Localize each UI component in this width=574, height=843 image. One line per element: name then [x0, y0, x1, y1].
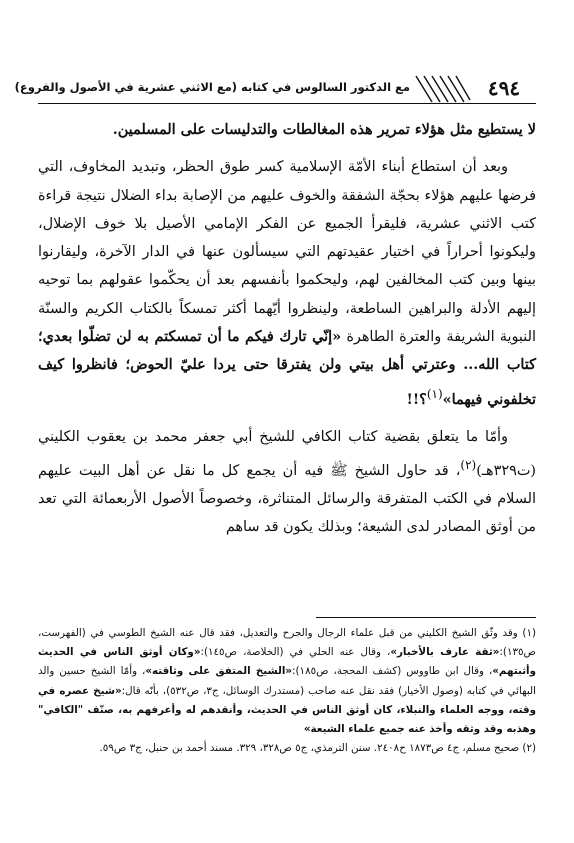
- paragraph-1-text: وبعد أن استطاع أبناء الأمّة الإسلامية كسر طوق الحظر، وتبديد المخاوف، التي فرضها عليهم هؤلاء بحجّة الشفقة والخوف عليهم من الإصابة بداء الضلال نتيجة قراءة كتب الاثني عشرية، فليقرأ الجميع عن الفكر الإمامي الأصيل بلا خوف الإضلال، وليكونوا أحراراً في اختيار عقيدتهم التي سيسألون عنها في الدار الآخرة، وليقارنوا بينها وبين كتب المخالفين لهم، وليحكموا بأنفسهم بعد أن يحكّموا عقولهم بما توحيه إليهم الأدلة والبراهين الساطعة، ولينظروا أيّهما أكثر تمسكاً بالكتاب الكريم والسنّة النبوية الشريفة والعترة الطاهرة: [38, 159, 536, 346]
- footnote-1: (١) وقد وثّق الشيخ الكليني من قبل علماء الرجال والجرح والتعديل، فقد قال عنه الشيخ الطوسي في (الفهرست، ص١٣٥):«ثقة عارف بالأخبار»، وقال عنه الحلي في (الخلاصة، ص١٤٥):«وكان أوثق الناس في الحديث وأثبتهم»، وقال ابن طاووس (كشف المحجة، ص١٨٥):«الشيخ المتفق على وثاقته»، وأمّا الشيخ حسين والد البهائي في كتابه (وصول الأخيار) فقد نقل عنه صاحب (مستدرك الوسائل، ج٣، ص٥٣٢)، بأنّه قال:«شيخ عصره في وقته، ووجه العلماء والنبلاء، كان أوثق الناس في الحديث، وأنقدهم له وأعرفهم به، صنّف "الكافي" وهذبه وقد وثقه وأخذ عنه جميع علماء الشيعة»: [38, 627, 536, 736]
- page-header: [14, 74, 536, 108]
- footnote-ref-1[interactable]: (١): [426, 386, 443, 401]
- running-title: مع الدكتور السالوس في كتابه (مع الاثني عشرية في الأصول والفروع): [14, 80, 410, 94]
- header-ornament-icon: [414, 74, 472, 104]
- main-text: [38, 116, 536, 542]
- opening-line: لا يستطيع مثل هؤلاء تمرير هذه المغالطات والتدليسات على المسلمين.: [112, 121, 536, 138]
- footnotes: [38, 624, 536, 758]
- footnote-ref-2[interactable]: (٢): [460, 458, 477, 473]
- paragraph-2: [38, 423, 536, 542]
- paragraph-1: [38, 153, 536, 413]
- footnote-2: (٢) صحيح مسلم، ج٤ ص١٨٧٣ ح٢٤٠٨. سنن الترمذي، ج٥ ص٣٢٨، ٣٢٩. مسند أحمد بن حنبل، ج٣ ص٥٩.: [99, 742, 536, 755]
- footnote-rule: [316, 617, 536, 618]
- hadith-quote: «إنّي تارك فيكم ما أن تمسكتم به لن تضلّوا بعدي؛ كتاب الله... وعترتي أهل بيتي ولن يفترقا حتى يردا عليّ الحوض؛ فانظروا كيف تخلفوني فيهما»: [38, 328, 536, 408]
- page-number: ٤٩٤: [487, 76, 521, 100]
- paragraph-2-text-b: ، قد حاول الشيخ ﷺ فيه أن يجمع كل ما نقل عن أهل البيت عليهم السلام في الكتب المتفرقة والرسائل المتناثرة، وخصوصاً الأصول الأربعمائة التي تعد من أوثق المصادر لدى الشيعة؛ وبذلك يكون قد ساهم: [38, 462, 536, 536]
- paragraph-2-text-a: وأمّا ما يتعلق بقضية كتاب الكافي للشيخ أبي جعفر محمد بن يعقوب الكليني (ت٣٢٩هـ): [38, 428, 536, 479]
- header-rule: [38, 103, 536, 104]
- paragraph-1-end: ؟!!: [406, 390, 427, 408]
